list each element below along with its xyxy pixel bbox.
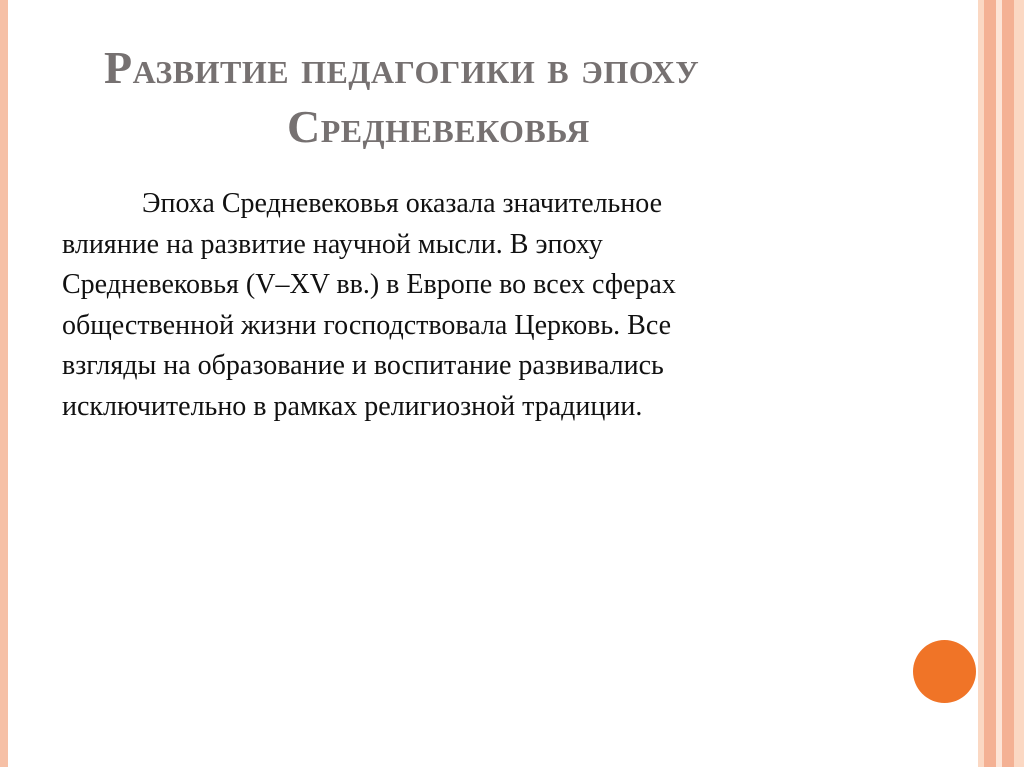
body-line: Средневековья (V–XV вв.) в Европе во всех сферах: [62, 269, 676, 300]
decorative-circle: [913, 640, 976, 703]
border-stripe: [1002, 0, 1014, 767]
body-line: исключительно в рамках религиозной традиции.: [62, 390, 643, 422]
body-line: Эпоха Средневековья оказала значительное: [142, 188, 663, 219]
border-stripe: [984, 0, 996, 767]
right-border-stripes: [978, 0, 1024, 767]
slide-title-line: Средневековья: [287, 101, 590, 152]
left-border-stripe: [0, 0, 8, 767]
slide-title-line: Развитие педагогики в эпоху: [104, 42, 700, 93]
body-line: влияние на развитие научной мысли. В эпоху: [62, 228, 603, 260]
body-line: общественной жизни господствовала Церковь. Все: [62, 309, 672, 341]
body-line: взгляды на образование и воспитание развивались: [62, 350, 664, 381]
border-stripe: [1014, 0, 1024, 767]
body-paragraph: [62, 184, 832, 427]
slide-title: [104, 38, 864, 156]
